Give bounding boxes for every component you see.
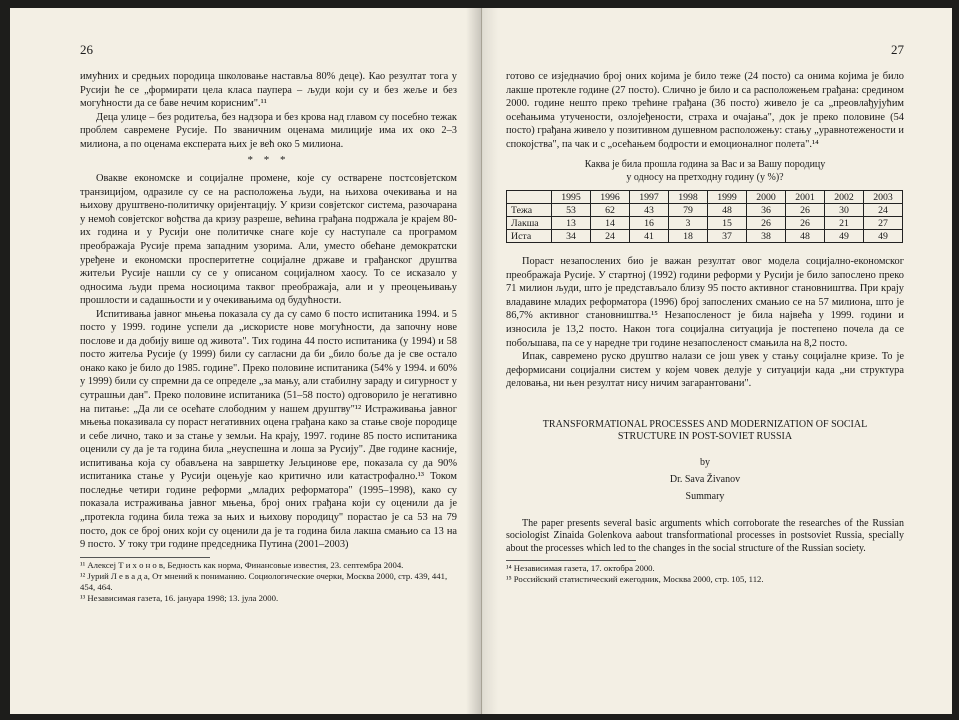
table-cell: 48: [708, 204, 747, 217]
footnote: ¹³ Независимая газета, 16. јануара 1998; 13. јула 2000.: [80, 592, 279, 603]
table-cell: 3: [669, 217, 708, 230]
table-cell: 26: [786, 204, 825, 217]
table-cell: 24: [591, 230, 630, 243]
year-header: 1998: [669, 191, 708, 204]
page-number-right: 27: [891, 42, 904, 57]
section-separator: * * *: [247, 154, 290, 167]
year-header: 1995: [552, 191, 591, 204]
table-cell: 38: [747, 230, 786, 243]
row-label: Лакша: [507, 217, 552, 230]
by-line: by: [700, 456, 710, 468]
table-cell: 41: [630, 230, 669, 243]
table-cell: 26: [747, 217, 786, 230]
table-caption-line: у односу на претходну годину (у %)?: [626, 171, 784, 183]
table-cell: 13: [552, 217, 591, 230]
table-cell: 14: [591, 217, 630, 230]
year-header: 2001: [786, 191, 825, 204]
table-row: [507, 230, 903, 243]
paragraph: Пораст незапослених био је важан резултат овог модела социјално-економског преображаја Русије. У стартној (1992) години реформи у Русији је било запослено преко 71 милион људи, што је представљало близу 95 посто активног становништва. При крају владавине младих реформатора (1996) број запослених смањио се на 57 милиона, што је 86,7% активног становништва.¹⁵ Незапосленост је била највећа у 1999. години и износила је 13,2 посто. Након тога социјална ситуација је постепено почела да се побољшава, па се у наредне три године незапосленост смањила на 8,2 посто.: [506, 256, 904, 349]
summary-text: The paper presents several basic arguments which corroborate the researches of the Russian sociologist Zinaida Golenkova aabout transformational processes in postsoviet Russia, specially about the processes which led to the changes in the social structure of the Russian society.: [506, 517, 904, 554]
table-cell: 79: [669, 204, 708, 217]
table-row: [507, 204, 903, 217]
year-header: 1999: [708, 191, 747, 204]
summary-title: [506, 419, 904, 443]
table-caption-line: Каква је била прошла година за Вас и за Вашу породицу: [584, 159, 826, 171]
paragraph: Деца улице – без родитеља, без надзора и без крова над главом су посебно тежак проблем савремене Русије. По званичним оценама милиције има их око 2–3 милиона, а по оценама експерата њих је већ око 5 милиона.: [80, 111, 457, 150]
summary-label: Summary: [685, 490, 725, 502]
paragraph: имућних и средњих породица школовање наставља 80% деце). Као резултат тога у Русији ће се „формирати цела класа паупера – људи који су и без жеље и без могућности да се баве нечим корисним".¹¹: [80, 71, 457, 110]
table-cell: 49: [864, 230, 903, 243]
table-cell: 26: [786, 217, 825, 230]
table-cell: 21: [825, 217, 864, 230]
table-cell: 16: [630, 217, 669, 230]
right-body-2: [506, 255, 904, 390]
summary-title-line: TRANSFORMATIONAL PROCESSES AND MODERNIZATION OF SOCIAL: [542, 418, 868, 430]
year-header: 1997: [630, 191, 669, 204]
table-corner-cell: [507, 191, 552, 204]
right-page: [482, 8, 952, 714]
table-cell: 27: [864, 217, 903, 230]
table-cell: 24: [864, 204, 903, 217]
page-number-left: 26: [80, 42, 93, 57]
year-header: 2000: [747, 191, 786, 204]
paragraph: Овакве економске и социјалне промене, које су остварене постсовјетском транзицијом, одразиле су се на расположења људи, на њихова очекивања и на њихову друштвено-политичку оријентацију. У кризи совјетског система, разочарана у немоћ совјетског вођства да кризу разреше, већина грађана подржала је крајем 80-их година и у Русији оне политичке снаге које су наступале са програмом преображаја Русије према западним узорима. Али, уместо обећане демократски уређене и економски просперитетне социјалне државе и грађанског друштва житељи Русије нашли су се у описаном социјалном хаосу. То се исказало у односима људи према носиоцима таквог преображаја, али и у преоцењивању прошлости и садашњости и у очекивањима од будућности.: [80, 173, 457, 307]
table-cell: 18: [669, 230, 708, 243]
table-cell: 37: [708, 230, 747, 243]
table-cell: 30: [825, 204, 864, 217]
summary-title-line: STRUCTURE IN POST-SOVIET RUSSIA: [617, 430, 793, 442]
table-caption: [506, 159, 904, 184]
left-body: [80, 70, 457, 552]
author-name: Dr. Sava Živanov: [669, 473, 741, 485]
footnote: ¹⁵ Российский статистический ежегодник, Москва 2000, стр. 105, 112.: [506, 574, 764, 585]
table-cell: 53: [552, 204, 591, 217]
table-row: [507, 217, 903, 230]
paragraph: Ипак, савремено руско друштво налази се још увек у стању социјалне кризе. То је деформисани социјални систем у којем човек делује у ситуацији када „ни структура деловања, ни њен резултат нису ничим загарантовани".: [506, 351, 904, 390]
row-label: Иста: [507, 230, 552, 243]
year-header: 1996: [591, 191, 630, 204]
right-body: [506, 70, 904, 151]
left-page: [10, 8, 482, 714]
year-header: 2002: [825, 191, 864, 204]
survey-table: [506, 190, 903, 243]
paragraph: Испитивања јавног мњења показала су да су само 6 посто испитаника 1994. и 5 посто у 1999. године успели да „искористе нове могућности, да започну нове послове и да добију више од живота". Тих година 44 посто испитаника (у 1994) и 58 посто житеља Русије (у 1999) били су сагласни да би „било боље да је све остало онако како је било до 1985. године". Преко половине испитаника (54% у 1994. и 60% у 1999) били су спремни да се определе „за мању, али стабилну зараду и сигурност у сутрашњи дан". Преко половине испитаника (51–58 посто) одговорило је негативно на питање: „Да ли се осећате слободним у нашем друштву"¹² Истраживања јавног мњења показивала су пораст негативних оцена грађана како за стање своје породице и себе лично, тако и за стање у земљи. На крају, 1997. године 85 посто испитаника оценили су да је та година била „неуспешна и лоша за Русију". Две године касније, испитивања која су обављена на завршетку Јељцинове ере, показала су да 90% испитаника стање у Русији оцењује као критично или катастрофално.¹³ Током последње четири године реформи „младих реформатора" (1995–1998), како су показала истраживања јавног мњења, број оних грађана који су оценили да је „протекла година била тежа за њих и њихову породицу" порастао је са 53 на 79 посто, док се број оних који су оценили да је та година била лакша смањио са 13 на 9 посто. У току три године председника Путина (2001–2003): [80, 308, 457, 551]
table-cell: 36: [747, 204, 786, 217]
table-cell: 62: [591, 204, 630, 217]
table-cell: 49: [825, 230, 864, 243]
table-cell: 48: [786, 230, 825, 243]
table-cell: 15: [708, 217, 747, 230]
footnote: ¹⁴ Независимая газета, 17. октобра 2000.: [506, 563, 655, 574]
paragraph: готово се изједначио број оних којима је било теже (24 посто) са онима којима је било лакше протекле године (27 посто). Слично је било и са расположењем грађана: средином 2000. године нешто преко трећине грађана (36 посто) живело је са „преовлађујућим осећањима утучености, озлојеђености, страха и очајања", док је преко половине (54 посто) грађана живело у позитивном душевном расположењу: стању „уравнотежености и спокојства", па чак и с „осећањем бодрости и емоционалног полета".¹⁴: [506, 71, 904, 150]
footnote: ¹² Јурий Л е в а д а, От мнений к пониманию. Социологические очерки, Москва 2000, стр. 439, 441, 454, 464.: [80, 570, 448, 592]
table-cell: 34: [552, 230, 591, 243]
table-cell: 43: [630, 204, 669, 217]
footnote: ¹¹ Алексеј Т и х о н о в, Бедность как норма, Финансовые известия, 23. септембра 2004.: [80, 559, 404, 570]
row-label: Тежа: [507, 204, 552, 217]
table-header-row: [507, 191, 903, 204]
year-header: 2003: [864, 191, 903, 204]
